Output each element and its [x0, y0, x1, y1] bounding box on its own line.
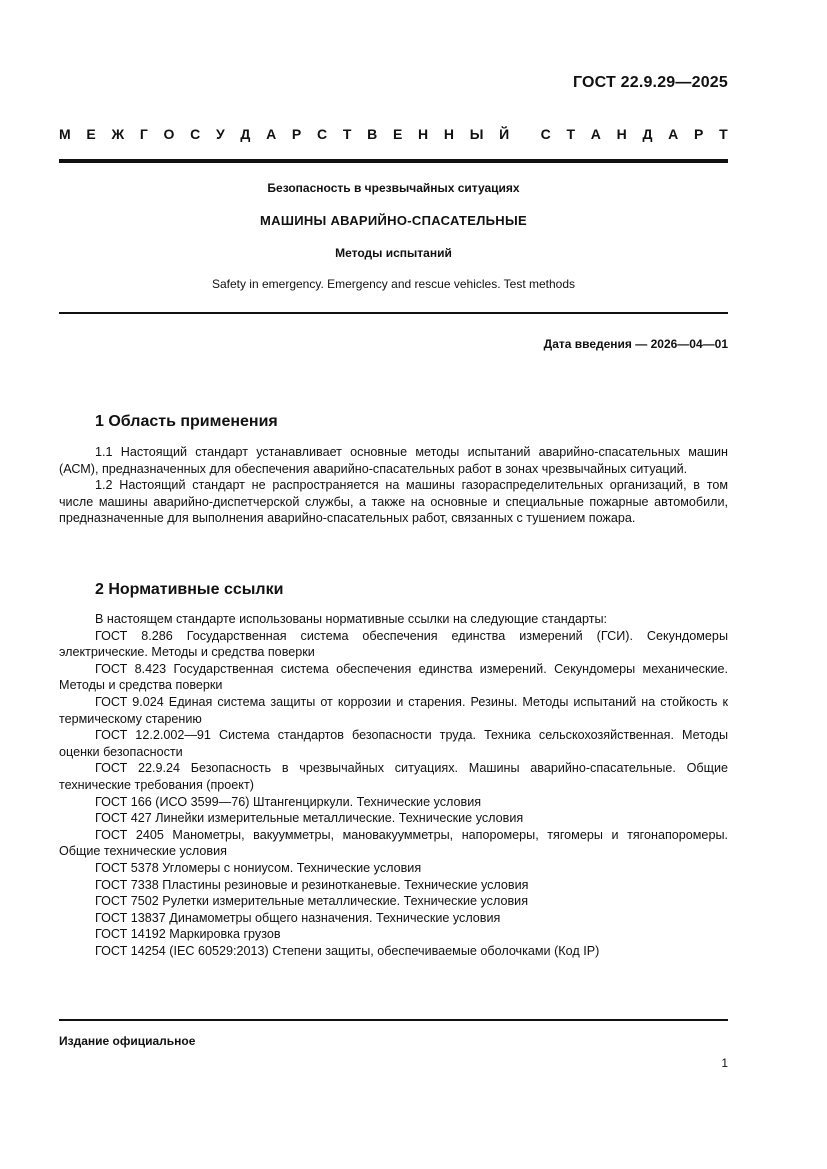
standard-subtitle: Методы испытаний: [335, 246, 452, 260]
banner-letter: Ж: [111, 126, 125, 142]
reference-item: ГОСТ 7502 Рулетки измерительные металлические. Технические условия: [95, 894, 529, 909]
banner-letter: Д: [240, 126, 251, 142]
reference-item: ГОСТ 14192 Маркировка грузов: [95, 927, 281, 942]
banner-letter: М: [59, 126, 71, 142]
reference-item: ГОСТ 5378 Угломеры с нониусом. Технические условия: [95, 860, 422, 875]
banner-letter: Ы: [469, 126, 484, 142]
english-title: Safety in emergency. Emergency and rescue vehicles. Test methods: [211, 277, 576, 291]
title-divider: [59, 312, 728, 314]
section-body-scope: [59, 444, 728, 527]
banner-letter: Т: [719, 126, 728, 142]
standard-category: Безопасность в чрезвычайных ситуациях: [267, 181, 520, 195]
reference-item: ГОСТ 427 Линейки измерительные металлические. Технические условия: [95, 811, 524, 826]
header-divider: [59, 159, 728, 163]
banner-letter: Й: [499, 126, 510, 142]
reference-item: ГОСТ 9.024 Единая система защиты от коррозии и старения. Резины. Методы испытаний на стойкость к термическому старению: [59, 694, 728, 726]
banner-letter: Р: [291, 126, 302, 142]
banner-letter: Н: [443, 126, 454, 142]
banner-letter: Н: [616, 126, 627, 142]
banner-letter: О: [163, 126, 175, 142]
banner-letter: В: [367, 126, 378, 142]
banner-letter: Е: [86, 126, 96, 142]
reference-item: ГОСТ 8.286 Государственная система обеспечения единства измерений (ГСИ). Секундомеры электрические. Методы и средства поверки: [59, 628, 728, 660]
reference-item: ГОСТ 166 (ИСО 3599—76) Штангенциркули. Технические условия: [95, 794, 482, 809]
footer-divider: [59, 1019, 728, 1021]
banner-letter: А: [590, 126, 601, 142]
reference-item: ГОСТ 14254 (IEC 60529:2013) Степени защиты, обеспечиваемые оболочками (Код IP): [95, 943, 600, 958]
banner-letter: Н: [418, 126, 429, 142]
introduction-date: Дата введения — 2026—04—01: [543, 337, 728, 351]
banner-letter: У: [215, 126, 225, 142]
banner-letter: С: [540, 126, 551, 142]
reference-item: ГОСТ 22.9.24 Безопасность в чрезвычайных ситуациях. Машины аварийно-спасательные. Общие технические требования (проект): [59, 761, 728, 792]
banner-letter: Г: [139, 126, 148, 142]
banner-letter: Р: [694, 126, 704, 142]
banner-letter: С: [316, 126, 328, 142]
reference-item: ГОСТ 8.423 Государственная система обеспечения единства измерений. Секундомеры механические. Методы и средства поверки: [59, 661, 728, 693]
interstate-standard-banner: [59, 126, 728, 142]
banner-letter: Д: [642, 126, 653, 142]
banner-letter: А: [266, 126, 277, 142]
paragraph: 1.2 Настоящий стандарт не распространяется на машины газораспределительных организаций, в том числе машины аварийно-диспетчерской службы, а также на основные и специальные пожарные автомобили, предназначенные для выполнения аварийно-спасательных работ, связанных с тушением пожара.: [59, 478, 728, 526]
standard-code: ГОСТ 22.9.29—2025: [572, 74, 728, 91]
paragraph: 1.1 Настоящий стандарт устанавливает основные методы испытаний аварийно-спасательных машин (АСМ), предназначенных для обеспечения аварийно-спасательных работ в зонах чрезвычайных ситуаций.: [59, 445, 728, 476]
banner-letter: А: [668, 126, 679, 142]
reference-item: ГОСТ 2405 Манометры, вакуумметры, мановакуумметры, напоромеры, тягомеры и тягонапоромеры. Общие технические условия: [59, 827, 728, 859]
banner-letter: Т: [566, 126, 576, 142]
page-number: 1: [721, 1056, 728, 1070]
section-heading-normative-references: 2 Нормативные ссылки: [95, 581, 284, 598]
reference-item: ГОСТ 12.2.002—91 Система стандартов безопасности труда. Техника сельскохозяйственная. Методы оценки безопасности: [59, 728, 728, 759]
reference-item: ГОСТ 7338 Пластины резиновые и резинотканевые. Технические условия: [95, 877, 529, 892]
official-edition-label: Издание официальное: [59, 1034, 196, 1048]
section-body-normative-references: [59, 611, 728, 959]
reference-item: ГОСТ 13837 Динамометры общего назначения. Технические условия: [95, 910, 501, 925]
banner-letter: С: [190, 126, 201, 142]
standard-title: МАШИНЫ АВАРИЙНО-СПАСАТЕЛЬНЫЕ: [260, 213, 527, 228]
paragraph: В настоящем стандарте использованы нормативные ссылки на следующие стандарты:: [95, 612, 608, 626]
banner-letter: Т: [342, 126, 352, 142]
section-heading-scope: 1 Область применения: [95, 413, 278, 430]
banner-letter: Е: [392, 126, 403, 142]
